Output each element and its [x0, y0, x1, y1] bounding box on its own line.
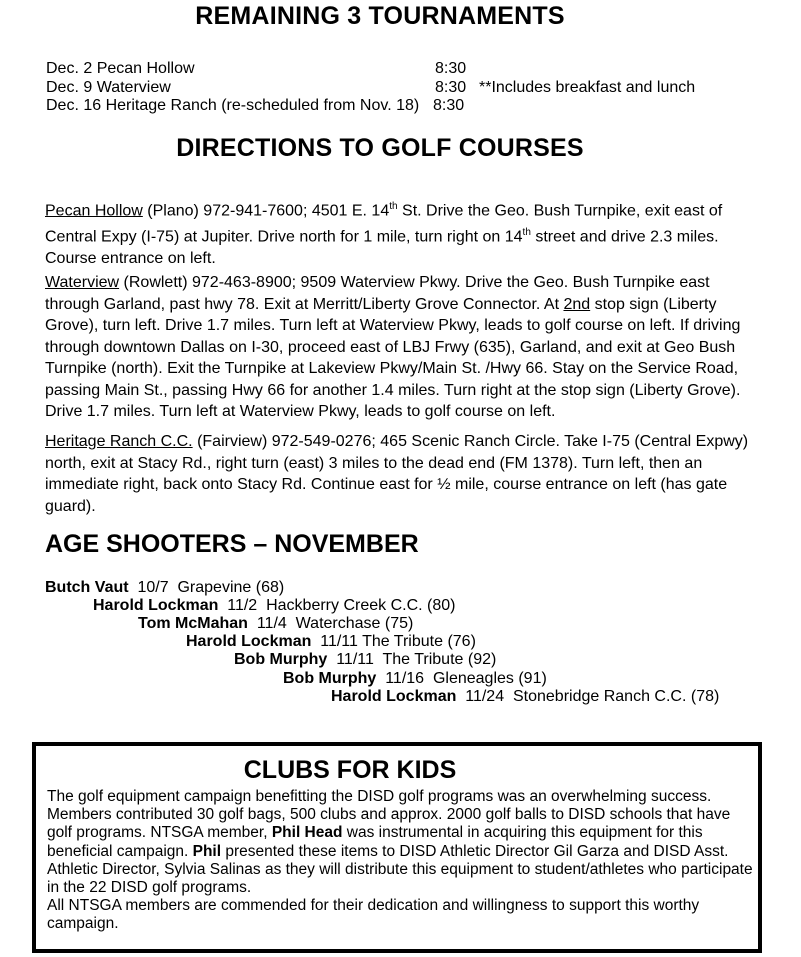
- age-shooter-entry: [93, 597, 455, 615]
- waterview-directions: [45, 272, 765, 423]
- clubs-for-kids-title: CLUBS FOR KIDS: [243, 756, 457, 784]
- age-shooter-entry: [283, 670, 547, 688]
- directions-text: (Rowlett) 972-463-8900; 9509 Waterview Pkwy. Drive the Geo. Bush Turnpike east through Garland, past hwy 78. Exit at Merritt/Liberty Grove Connector. At: [45, 274, 710, 313]
- body-text: was instrumental in acquiring this equipment for this beneficial campaign.: [47, 824, 703, 860]
- shooter-detail: 11/24 Stonebridge Ranch C.C. (78): [456, 688, 720, 705]
- course-name: Pecan Hollow: [45, 202, 143, 220]
- shooter-name: Bob Murphy: [234, 651, 328, 668]
- shooter-detail: 11/11 The Tribute (92): [327, 651, 497, 668]
- member-name: Phil Head: [271, 824, 343, 842]
- superscript: th: [389, 201, 398, 212]
- shooter-name: Bob Murphy: [283, 670, 377, 687]
- shooter-detail: 11/11 The Tribute (76): [311, 633, 476, 650]
- age-shooter-entry: [186, 633, 476, 651]
- directions-title: DIRECTIONS TO GOLF COURSES: [176, 134, 584, 162]
- tournament-time: 8:30: [433, 97, 465, 114]
- shooter-detail: 11/4 Waterchase (75): [247, 615, 414, 632]
- age-shooters-title: AGE SHOOTERS – NOVEMBER: [45, 530, 419, 558]
- tournaments-title: REMAINING 3 TOURNAMENTS: [195, 2, 565, 30]
- pecan-hollow-directions: [45, 196, 765, 269]
- age-shooter-entry: [138, 615, 413, 633]
- directions-text: street and drive 2.3 miles. Course entrance on left.: [45, 228, 719, 267]
- course-name: Heritage Ranch C.C.: [45, 433, 193, 450]
- shooter-detail: 11/2 Hackberry Creek C.C. (80): [218, 597, 456, 614]
- directions-text: stop sign (Liberty Grove), turn left. Drive 1.7 miles. Turn left at Waterview Pkwy, leads to golf course on left. If driving through downtown Dallas on I-30, proceed east of LBJ Frwy (635), Garland, and exit at Geo Bush Turnpike (north). Exit the Turnpike at Lakeview Pkwy/Main St. /Hwy 66. Stay on the Service Road, passing Main St., passing Hwy 66 for another 1.4 miles. Turn right at the stop sign (Liberty Grove). Drive 1.7 miles. Turn left at Waterview Pkwy, leads to golf course on left.: [45, 295, 741, 420]
- tournament-event: Dec. 16 Heritage Ranch (re-scheduled from Nov. 18): [46, 97, 420, 114]
- age-shooter-entry: [331, 688, 719, 706]
- shooter-detail: 10/7 Grapevine (68): [128, 579, 285, 596]
- shooter-name: Harold Lockman: [93, 597, 219, 614]
- tournament-time: 8:30: [435, 79, 467, 96]
- directions-text: (Fairview) 972-549-0276; 465 Scenic Ranch Circle. Take I-75 (Central Expwy) north, exit at Stacy Rd., right turn (east) 3 miles to the dead end (FM 1378). Turn left, then an immediate right, back onto Stacy Rd. Continue east for ½ mile, course entrance on left (has gate guard).: [45, 433, 749, 515]
- directions-text: St. Drive the Geo. Bush Turnpike, exit east of Central Expy (I-75) at Jupiter. Drive north for 1 mile, turn right on 14: [45, 202, 723, 246]
- age-shooter-entry: [234, 651, 496, 669]
- directions-text: (Plano) 972-941-7600; 4501 E. 14: [142, 202, 390, 220]
- clubs-for-kids-closing: All NTSGA members are commended for their dedication and willingness to support this worthy campaign.: [47, 897, 700, 933]
- tournament-event: Dec. 2 Pecan Hollow: [46, 60, 195, 77]
- member-name: Phil: [192, 842, 222, 860]
- tournament-time: 8:30: [435, 60, 467, 77]
- tournament-note: **Includes breakfast and lunch: [479, 79, 696, 96]
- body-text: The golf equipment campaign benefitting the DISD golf programs was an overwhelming success. Members contributed 30 golf bags, 500 clubs and approx. 2000 golf balls to DISD schools that have golf programs. NTSGA member,: [47, 788, 731, 842]
- shooter-name: Tom McMahan: [138, 615, 248, 632]
- shooter-name: Harold Lockman: [331, 688, 457, 705]
- shooter-name: Harold Lockman: [186, 633, 312, 650]
- shooter-detail: 11/16 Gleneagles (91): [376, 670, 547, 687]
- clubs-for-kids-paragraph: [47, 788, 757, 897]
- clubs-for-kids-box: [32, 742, 762, 953]
- clubs-for-kids-body: [47, 788, 757, 934]
- underlined-text: 2nd: [563, 295, 591, 313]
- age-shooter-entry: [45, 579, 284, 597]
- superscript: th: [522, 226, 531, 238]
- shooter-name: Butch Vaut: [45, 579, 129, 596]
- heritage-ranch-directions: [45, 431, 765, 517]
- body-text: presented these items to DISD Athletic Director Gil Garza and DISD Asst. Athletic Director, Sylvia Salinas as they will distribute this equipment to student/athletes who participate in the 22 DISD golf programs.: [47, 842, 753, 897]
- course-name: Waterview: [45, 274, 120, 291]
- tournament-event: Dec. 9 Waterview: [46, 79, 171, 96]
